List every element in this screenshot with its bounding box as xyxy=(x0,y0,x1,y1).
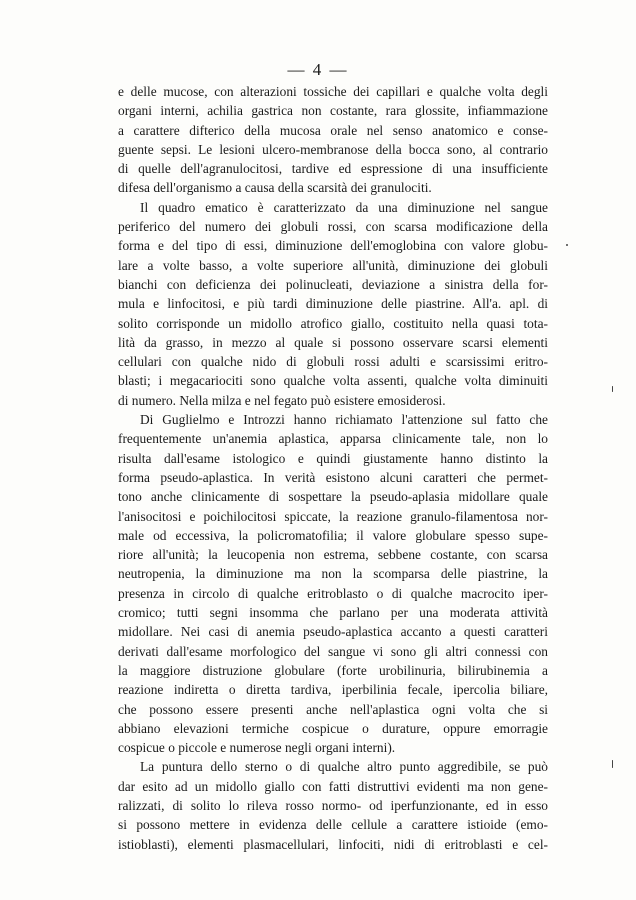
scan-speck xyxy=(612,760,613,768)
text-line: Di Guglielmo e Introzzi hanno richiamato l'attenzione sul fatto che xyxy=(140,412,548,428)
body-text xyxy=(118,82,548,854)
text-line: ralizzati, di solito lo rileva rosso normo- od iperfunzionante, ed in esso xyxy=(118,797,548,813)
scan-speck xyxy=(612,386,613,392)
text-line: si possono mettere in evidenza delle cellule a carattere istioide (emo- xyxy=(118,817,548,833)
text-line: abbiano elevazioni termiche cospicue o durature, oppure emorragie xyxy=(118,720,548,736)
text-line: derivati dall'esame morfologico del sangue vi sono gli altri connessi con xyxy=(118,643,548,659)
paragraph xyxy=(118,410,548,757)
text-line: blasti; i megacariociti sono qualche volta assenti, qualche volta diminuiti xyxy=(118,373,548,389)
text-line: lare a volte basso, a volte superiore all'unità, diminuzione dei globuli xyxy=(118,257,548,273)
text-line: midollare. Nei casi di anemia pseudo-aplastica accanto a questi caratteri xyxy=(118,624,548,640)
text-line: bianchi con deficienza dei polinucleati, deviazione a sinistra della for- xyxy=(118,276,548,292)
text-line: dar esito ad un midollo giallo con fatti distruttivi evidenti ma non gene- xyxy=(118,778,548,794)
text-line: frequentemente un'anemia aplastica, apparsa clinicamente tale, non lo xyxy=(118,431,548,447)
text-line: La puntura dello sterno o di qualche altro punto aggredibile, se può xyxy=(140,759,548,775)
text-line: risulta dall'esame istologico e quindi giustamente hanno distinto la xyxy=(118,450,548,466)
text-line: organi interni, achilia gastrica non costante, rara glossite, infiammazione xyxy=(118,103,548,119)
paragraph xyxy=(118,757,548,853)
text-line: forma e del tipo di essi, diminuzione dell'emoglobina con valore globu- xyxy=(118,238,548,254)
text-line: solito corrisponde un midollo atrofico giallo, costituito nella quasi tota- xyxy=(118,315,548,331)
text-line: forma pseudo-aplastica. In verità esistono alcuni caratteri che permet- xyxy=(118,469,548,485)
text-line: di numero. Nella milza e nel fegato può esistere emosiderosi. xyxy=(118,392,446,408)
text-line: lità da grasso, in mezzo al quale si possono osservare scarsi elementi xyxy=(118,334,548,350)
text-line: tono anche clinicamente di sospettare la pseudo-aplasia midollare quale xyxy=(118,489,548,505)
text-line: istioblasti), elementi plasmacellulari, linfociti, nidi di eritroblasti e cel- xyxy=(118,836,548,852)
text-line: la maggiore distruzione globulare (forte urobilinuria, bilirubinemia a xyxy=(118,662,548,678)
text-line: male od eccessiva, la policromatofilia; il valore globulare spesso supe- xyxy=(118,527,548,543)
text-line: presenza in circolo di qualche eritroblasto o di qualche macrocito iper- xyxy=(118,585,548,601)
text-line: che possono essere presenti anche nell'aplastica ogni volta che si xyxy=(118,701,548,717)
text-line: guente sepsi. Le lesioni ulcero-membranose della bocca sono, al contrario xyxy=(118,141,548,157)
text-line: riore all'unità; la leucopenia non estrema, sebbene costante, con scarsa xyxy=(118,547,548,563)
text-line: cospicue o piccole e numerose negli organi interni). xyxy=(118,740,396,756)
text-line: l'anisocitosi e poichilocitosi spiccate, la reazione granulo-filamentosa nor- xyxy=(118,508,548,524)
page-number: — 4 — xyxy=(287,60,349,79)
text-line: a carattere difterico della mucosa orale nel senso anatomico e conse- xyxy=(118,122,548,138)
text-line: difesa dell'organismo a causa della scarsità dei granulociti. xyxy=(118,180,432,196)
text-line: Il quadro ematico è caratterizzato da una diminuzione nel sangue xyxy=(140,199,548,215)
paragraph xyxy=(118,198,548,410)
text-line: cromico; tutti segni insomma che parlano per una moderata attività xyxy=(118,605,548,621)
text-line: cellulari con qualche nido di globuli rossi adulti e scarsissimi eritro- xyxy=(118,354,548,370)
paragraph xyxy=(118,82,548,198)
text-line: neutropenia, la diminuzione ma non la scomparsa delle piastrine, la xyxy=(118,566,548,582)
text-line: periferico del numero dei globuli rossi, con scarsa modificazione della xyxy=(118,219,548,235)
text-line: mula e linfocitosi, e più tardi diminuzione delle piastrine. All'a. apl. di xyxy=(118,296,548,312)
text-line: reazione indiretta o diretta tardiva, iperbilinia fecale, ipercolia biliare, xyxy=(118,682,548,698)
text-line: e delle mucose, con alterazioni tossiche dei capillari e qualche volta degli xyxy=(118,84,548,99)
scan-speck xyxy=(566,244,568,246)
text-line: di quelle dell'agranulocitosi, tardive ed espressione di una insufficiente xyxy=(118,161,548,177)
